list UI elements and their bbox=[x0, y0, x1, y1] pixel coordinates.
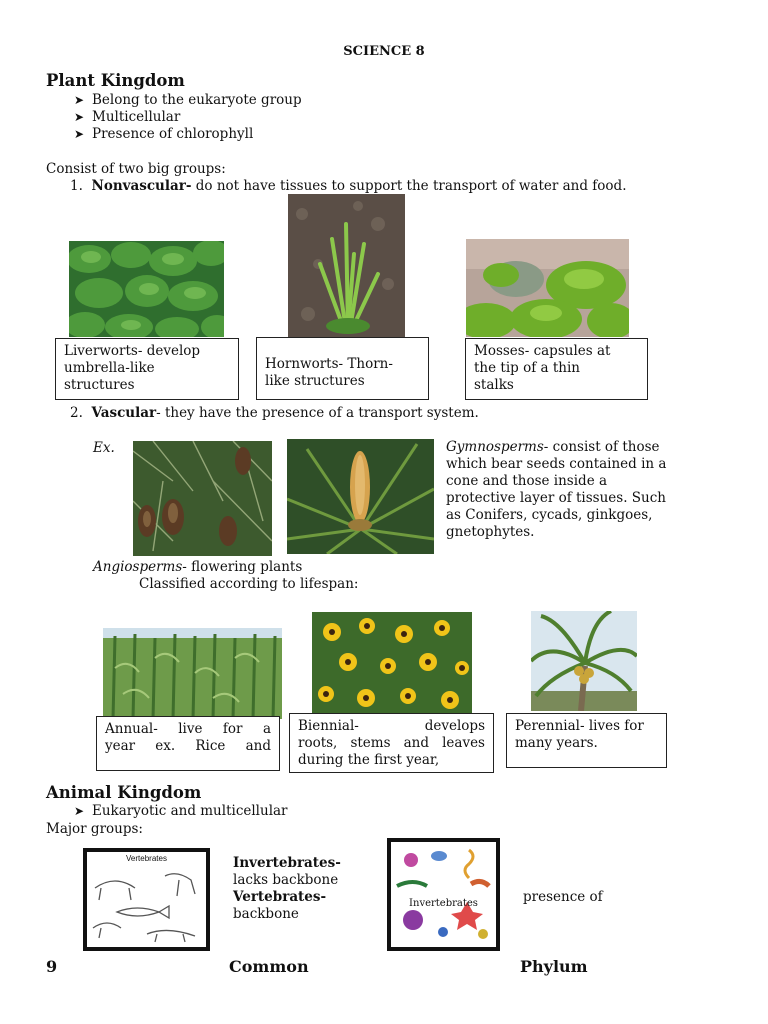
list-item: ➤ Presence of chlorophyll bbox=[74, 126, 254, 142]
vertebrates-image bbox=[83, 848, 210, 951]
presence-text: presence of bbox=[523, 889, 603, 905]
footer-phylum: Phylum bbox=[520, 957, 588, 976]
footer-common: Common bbox=[229, 957, 309, 976]
groups-intro: Consist of two big groups: bbox=[46, 161, 226, 177]
cycad-cone-photo bbox=[287, 439, 434, 554]
black-eyed-susan-photo bbox=[312, 612, 472, 713]
hornworts-caption: Hornworts- Thorn- like structures bbox=[256, 337, 429, 400]
page-header-title: SCIENCE 8 bbox=[343, 44, 425, 59]
arrow-bullet-icon: ➤ bbox=[74, 93, 85, 107]
arrow-bullet-icon: ➤ bbox=[74, 804, 85, 818]
lifespan-classification: Classified according to lifespan: bbox=[139, 576, 359, 592]
animal-groups-text: Invertebrates- lacks backbone Vertebrates- backbone bbox=[233, 855, 341, 922]
biennial-caption: Biennial- develops roots, stems and leaves during the first year, bbox=[289, 713, 494, 773]
vascular-item: 2. Vascular- they have the presence of a transport system. bbox=[70, 405, 479, 421]
liverworts-photo bbox=[69, 241, 224, 337]
pine-cones-photo bbox=[133, 441, 272, 556]
invertebrates-image-title: Invertebrates bbox=[409, 898, 478, 909]
list-item: ➤ Belong to the eukaryote group bbox=[74, 92, 302, 108]
plant-bullet-list bbox=[74, 92, 302, 143]
list-item: ➤ Multicellular bbox=[74, 109, 181, 125]
coconut-tree-photo bbox=[531, 611, 637, 711]
mosses-photo bbox=[466, 239, 629, 337]
plant-kingdom-heading: Plant Kingdom bbox=[46, 71, 185, 90]
page-number: 9 bbox=[46, 957, 58, 976]
animal-kingdom-heading: Animal Kingdom bbox=[46, 783, 202, 802]
angiosperms-text: Angiosperms- flowering plants bbox=[93, 559, 303, 575]
hornworts-photo bbox=[288, 194, 405, 337]
list-item: ➤ Eukaryotic and multicellular bbox=[74, 803, 288, 819]
example-label: Ex. bbox=[93, 440, 115, 456]
perennial-caption: Perennial- lives for many years. bbox=[506, 713, 667, 768]
annual-caption: Annual- live for a year ex. Rice and bbox=[96, 716, 280, 771]
arrow-bullet-icon: ➤ bbox=[74, 127, 85, 141]
arrow-bullet-icon: ➤ bbox=[74, 110, 85, 124]
gymnosperms-text: Gymnosperms- consist of those which bear seeds contained in a cone and those inside a protective layer of tissues. Such as Conifers, cycads, ginkgoes, gnetophytes. bbox=[446, 439, 667, 540]
vertebrates-image-title: Vertebrates bbox=[126, 854, 167, 863]
mosses-caption: Mosses- capsules at the tip of a thin stalks bbox=[465, 338, 648, 400]
corn-field-photo bbox=[103, 628, 282, 719]
major-groups-label: Major groups: bbox=[46, 821, 143, 837]
liverworts-caption: Liverworts- develop umbrella-like structures bbox=[55, 338, 239, 400]
invertebrates-image bbox=[387, 838, 500, 951]
nonvascular-item: 1. Nonvascular- do not have tissues to support the transport of water and food. bbox=[70, 178, 627, 194]
